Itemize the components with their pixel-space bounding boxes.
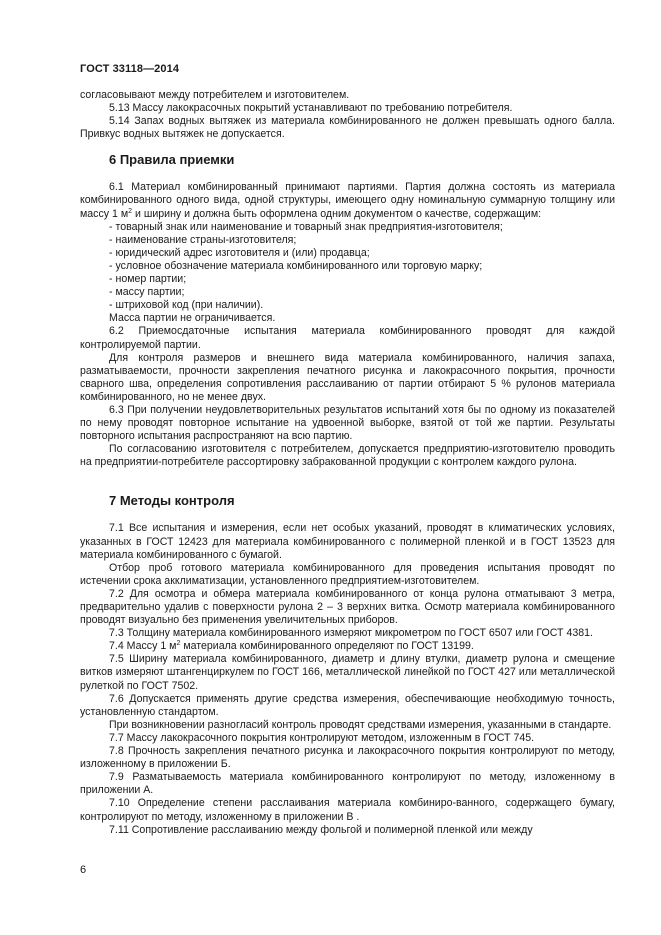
list-item: - наименование страны-изготовителя; — [109, 233, 297, 246]
list-item: - условное обозначение материала комбинированного или торговую марку; — [109, 259, 483, 272]
paragraph-7-1-sampling: Отбор проб готового материала комбинированного для проведения испытания проводят по истечении срока акклиматизации, установленного предприятием-изготовителем. — [80, 561, 615, 587]
paragraph-7-9: 7.9 Разматываемость материала комбинированного контролируют по методу, изложенному в приложении А. — [80, 771, 615, 797]
paragraph-7-4-text-a: 7.4 Массу 1 м — [109, 640, 177, 653]
paragraph-7-3: 7.3 Толщину материала комбинированного измеряют микрометром по ГОСТ 6507 или ГОСТ 4381. — [109, 627, 593, 640]
paragraph-7-4-text-b: материала комбинированного определяют по ГОСТ 13199. — [180, 640, 474, 653]
paragraph-6-2-sampling: Для контроля размеров и внешнего вида материала комбинированного, наличия запаха, разматываемости, прочности закрепления печатного рисунка и лакокрасочного покрытия, прочности сварного шва, определения сопротивления расслаиванию от партии отбирают 5 % рулонов материала комбинированного, но не менее двух. — [80, 351, 615, 403]
paragraph-6-1-text-a: 6.1 Материал комбинированный принимают партиями. Партия должна состоять из материала комбинированного одного вида, одной структуры, имеющего одну номинальную суммарную толщину или массу 1 м — [80, 181, 615, 220]
paragraph-5-14: 5.14 Запах водных вытяжек из материала комбинированного не должен превышать одного балла. Привкус водных вытяжек не допускается. — [80, 115, 615, 141]
paragraph-7-1: 7.1 Все испытания и измерения, если нет особых указаний, проводят в климатических условиях, указанных в ГОСТ 12423 для материала комбинированного с полимерной пленкой и в ГОСТ 13523 для материала комбинированного с бумагой. — [80, 522, 615, 561]
list-item: - массу партии; — [109, 286, 185, 299]
paragraph-6-2: 6.2 Приемосдаточные испытания материала комбинированного проводят для каждой контролируемой партии. — [80, 325, 615, 351]
paragraph-7-6: 7.6 Допускается применять другие средства измерения, обеспечивающие необходимую точность, установленную стандартом. — [80, 692, 615, 718]
page-header-standard-code: ГОСТ 33118—2014 — [80, 63, 180, 75]
paragraph-7-4 — [80, 640, 615, 653]
page-number: 6 — [80, 864, 87, 876]
paragraph-7-11: 7.11 Сопротивление расслаиванию между фольгой и полимерной пленкой или между — [109, 823, 533, 836]
list-item: - номер партии; — [109, 273, 187, 286]
list-item: - юридический адрес изготовителя и (или) продавца; — [109, 246, 370, 259]
paragraph-6-3-agreement: По согласованию изготовителя с потребителем, допускается предприятию-изготовителю проводить на предприятии-потребителе рассортировку забракованной продукции с контролем каждого рулона. — [80, 443, 615, 469]
section-6-heading: 6 Правила приемки — [109, 152, 235, 168]
list-item: - товарный знак или наименование и товарный знак предприятия-изготовителя; — [109, 220, 503, 233]
list-item: - штриховой код (при наличии). — [109, 299, 264, 312]
paragraph-6-1-text-b: и ширину и должна быть оформлена одним документом о качестве, содержащим: — [132, 207, 542, 220]
paragraph-6-3: 6.3 При получении неудовлетворительных результатов испытаний хотя бы по одному из показателей по нему проводят повторное испытание на удвоенной выборке, взятой от той же партии. Результаты повторного испытания распространяют на всю партию. — [80, 403, 615, 443]
paragraph-5-13: 5.13 Массу лакокрасочных покрытий устанавливают по требованию потребителя. — [109, 102, 513, 115]
superscript-2: 2 — [176, 640, 181, 648]
paragraph-7-10: 7.10 Определение степени расслаивания материала комбиниро-ванного, содержащего бумагу, контролируют по методу, изложенному в приложении В . — [80, 797, 615, 823]
paragraph-7-6-disputes: При возникновении разногласий контроль проводят средствами измерения, указанными в стандарте. — [109, 718, 612, 731]
document-body — [80, 89, 615, 837]
paragraph-7-5: 7.5 Ширину материала комбинированного, диаметр и длину втулки, диаметр рулона и смещение витков измеряют штангенциркулем по ГОСТ 166, металлической линейкой по ГОСТ 427 или металлической рулеткой по ГОСТ 7502. — [80, 653, 615, 692]
paragraph-continuation: согласовывают между потребителем и изготовителем. — [80, 89, 350, 101]
paragraph-7-7: 7.7 Массу лакокрасочного покрытия контролируют методом, изложенным в ГОСТ 745. — [109, 731, 535, 744]
section-7-heading: 7 Методы контроля — [109, 493, 235, 509]
paragraph-7-2: 7.2 Для осмотра и обмера материала комбинированного от конца рулона отматывают 3 метра, предварительно удалив с поверхности рулона 2 – 3 верхних витка. Осмотр материала комбинированного проводят визуально без применения увеличительных приборов. — [80, 587, 615, 627]
paragraph-6-1 — [80, 181, 615, 220]
paragraph-7-8: 7.8 Прочность закрепления печатного рисунка и лакокрасочного покрытия контролируют по методу, изложенному в приложении Б. — [80, 745, 615, 771]
superscript-2: 2 — [128, 207, 133, 215]
paragraph-mass: Масса партии не ограничивается. — [109, 312, 276, 325]
